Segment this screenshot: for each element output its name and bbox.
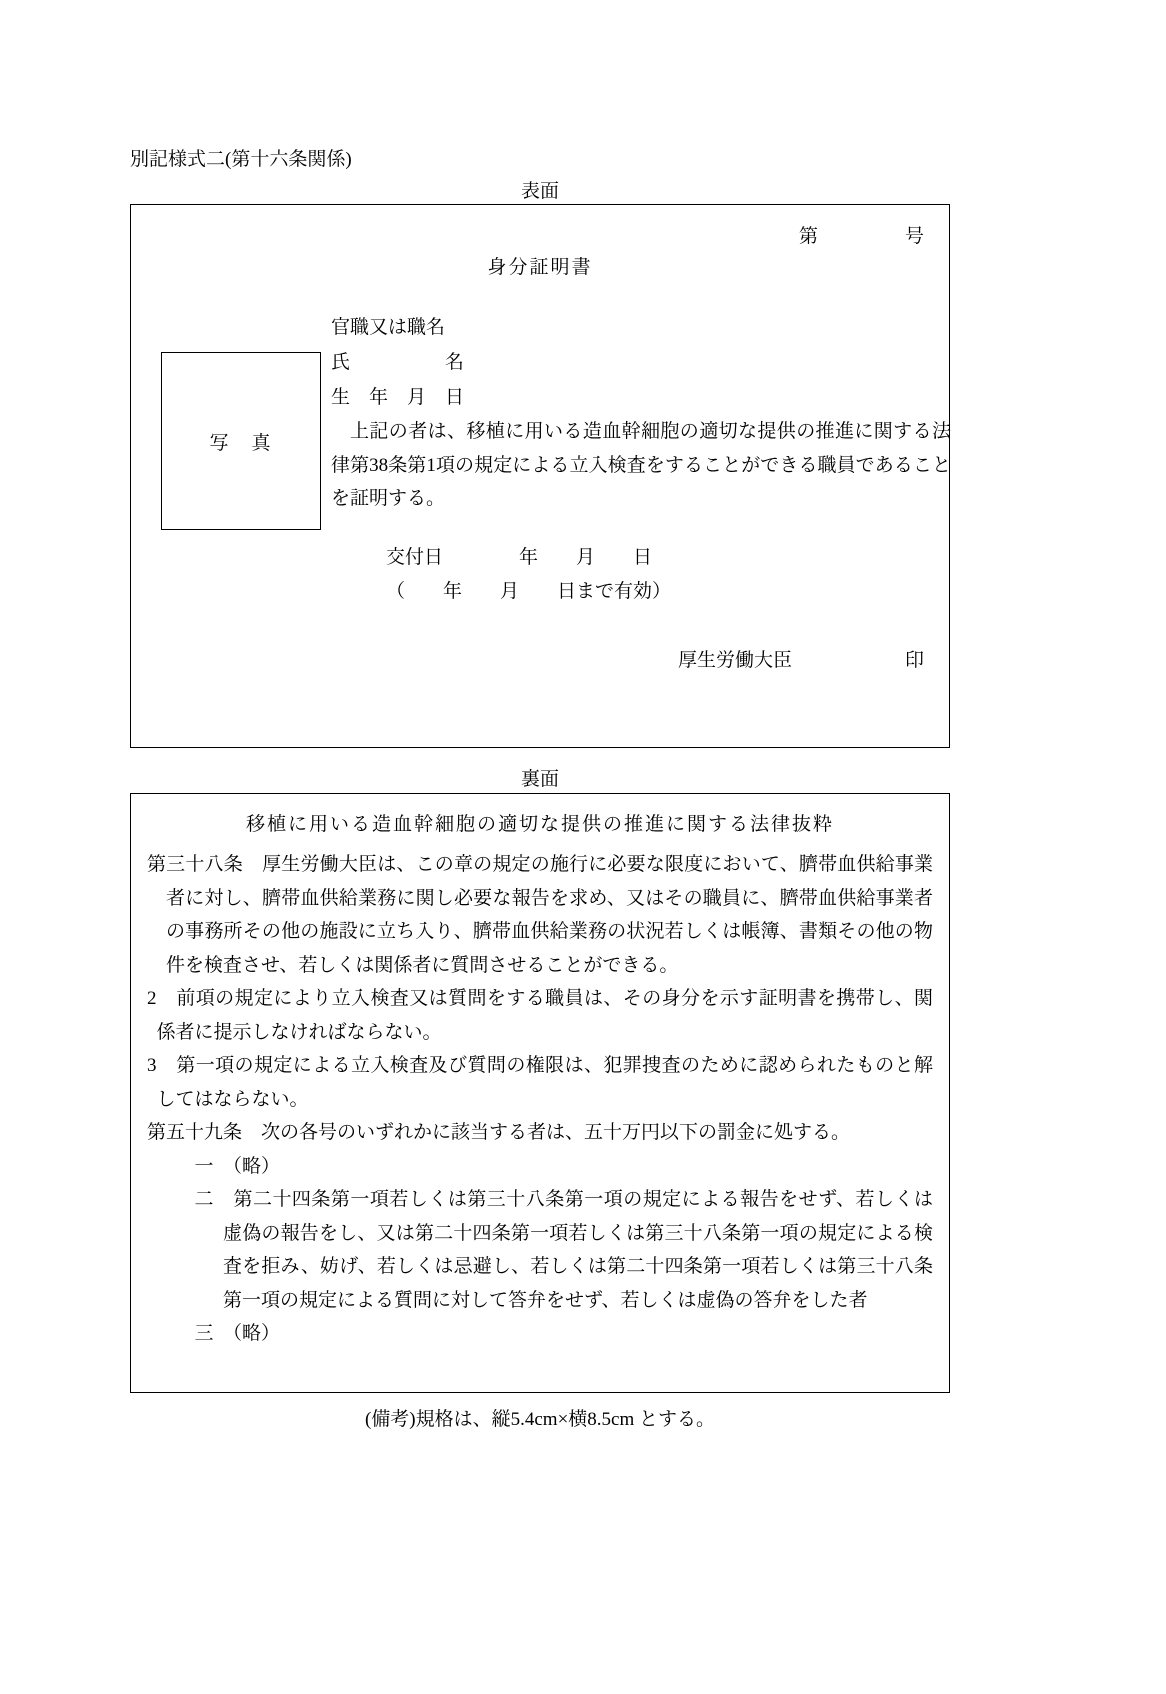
issue-block: [386, 541, 671, 609]
photo-label: 写 真: [209, 432, 273, 454]
law-item-1: 一 （略）: [194, 1155, 281, 1177]
front-fields: [331, 310, 951, 516]
form-label: 別記様式二(第十六条関係): [130, 149, 352, 170]
valid-until-line: （ 年 月 日まで有効）: [386, 581, 672, 602]
doc-number-suffix: 号: [904, 226, 924, 247]
minister-label: 厚生労働大臣: [678, 650, 793, 671]
law-article-59: 第五十九条 次の各号のいずれかに該当する者は、五十万円以下の罰金に処する。: [147, 1122, 851, 1143]
front-card: [130, 204, 950, 748]
law-article-38-p3: 3 第一項の規定による立入検査及び質問の権限は、犯罪捜査のために認められたものと解してはならない。: [147, 1055, 933, 1110]
back-card: [130, 793, 950, 1393]
field-birthdate: 生 年 月 日: [331, 387, 465, 408]
minister-row: [678, 645, 924, 672]
photo-box: [161, 352, 321, 530]
field-name: 氏 名: [331, 352, 465, 373]
back-side-label: 裏面: [520, 769, 559, 790]
law-item-2: 二 第二十四条第一項若しくは第三十八条第一項の規定による報告をせず、若しくは虚偽の報告をし、又は第二十四条第一項若しくは第三十八条第一項の規定による検査を拒み、妨げ、若しくは忌避し、若しくは第二十四条第一項若しくは第三十八条第一項の規定による質問に対して答弁をせず、若しくは虚偽の答弁をした者: [194, 1189, 933, 1311]
front-card-title: 身分証明書: [487, 257, 593, 278]
field-official-title: 官職又は職名: [331, 317, 446, 338]
law-article-38: 第三十八条 厚生労働大臣は、この章の規定の施行に必要な限度において、臍帯血供給事業者に対し、臍帯血供給業務に関し必要な報告を求め、又はその職員に、臍帯血供給事業者の事務所その他の施設に立ち入り、臍帯血供給業務の状況若しくは帳簿、書類その他の物件を検査させ、若しくは関係者に質問させることができる。: [147, 854, 933, 976]
doc-number-row: [799, 221, 924, 248]
certify-text: 上記の者は、移植に用いる造血幹細胞の適切な提供の推進に関する法律第38条第1項の規定による立入検査をすることができる職員であることを証明する。: [331, 421, 951, 509]
back-title: 移植に用いる造血幹細胞の適切な提供の推進に関する法律抜粋: [245, 814, 834, 835]
doc-number-prefix: 第: [799, 226, 819, 247]
law-item-3: 三 （略）: [194, 1323, 281, 1344]
seal-label: 印: [904, 650, 924, 671]
note-remarks: (備考)規格は、縦5.4cm×横8.5cm とする。: [364, 1409, 716, 1430]
issue-date-line: 交付日 年 月 日: [386, 547, 653, 568]
law-article-38-p2: 2 前項の規定により立入検査又は質問をする職員は、その身分を示す証明書を携帯し、関係者に提示しなければならない。: [147, 988, 933, 1043]
front-side-label: 表面: [520, 181, 559, 202]
